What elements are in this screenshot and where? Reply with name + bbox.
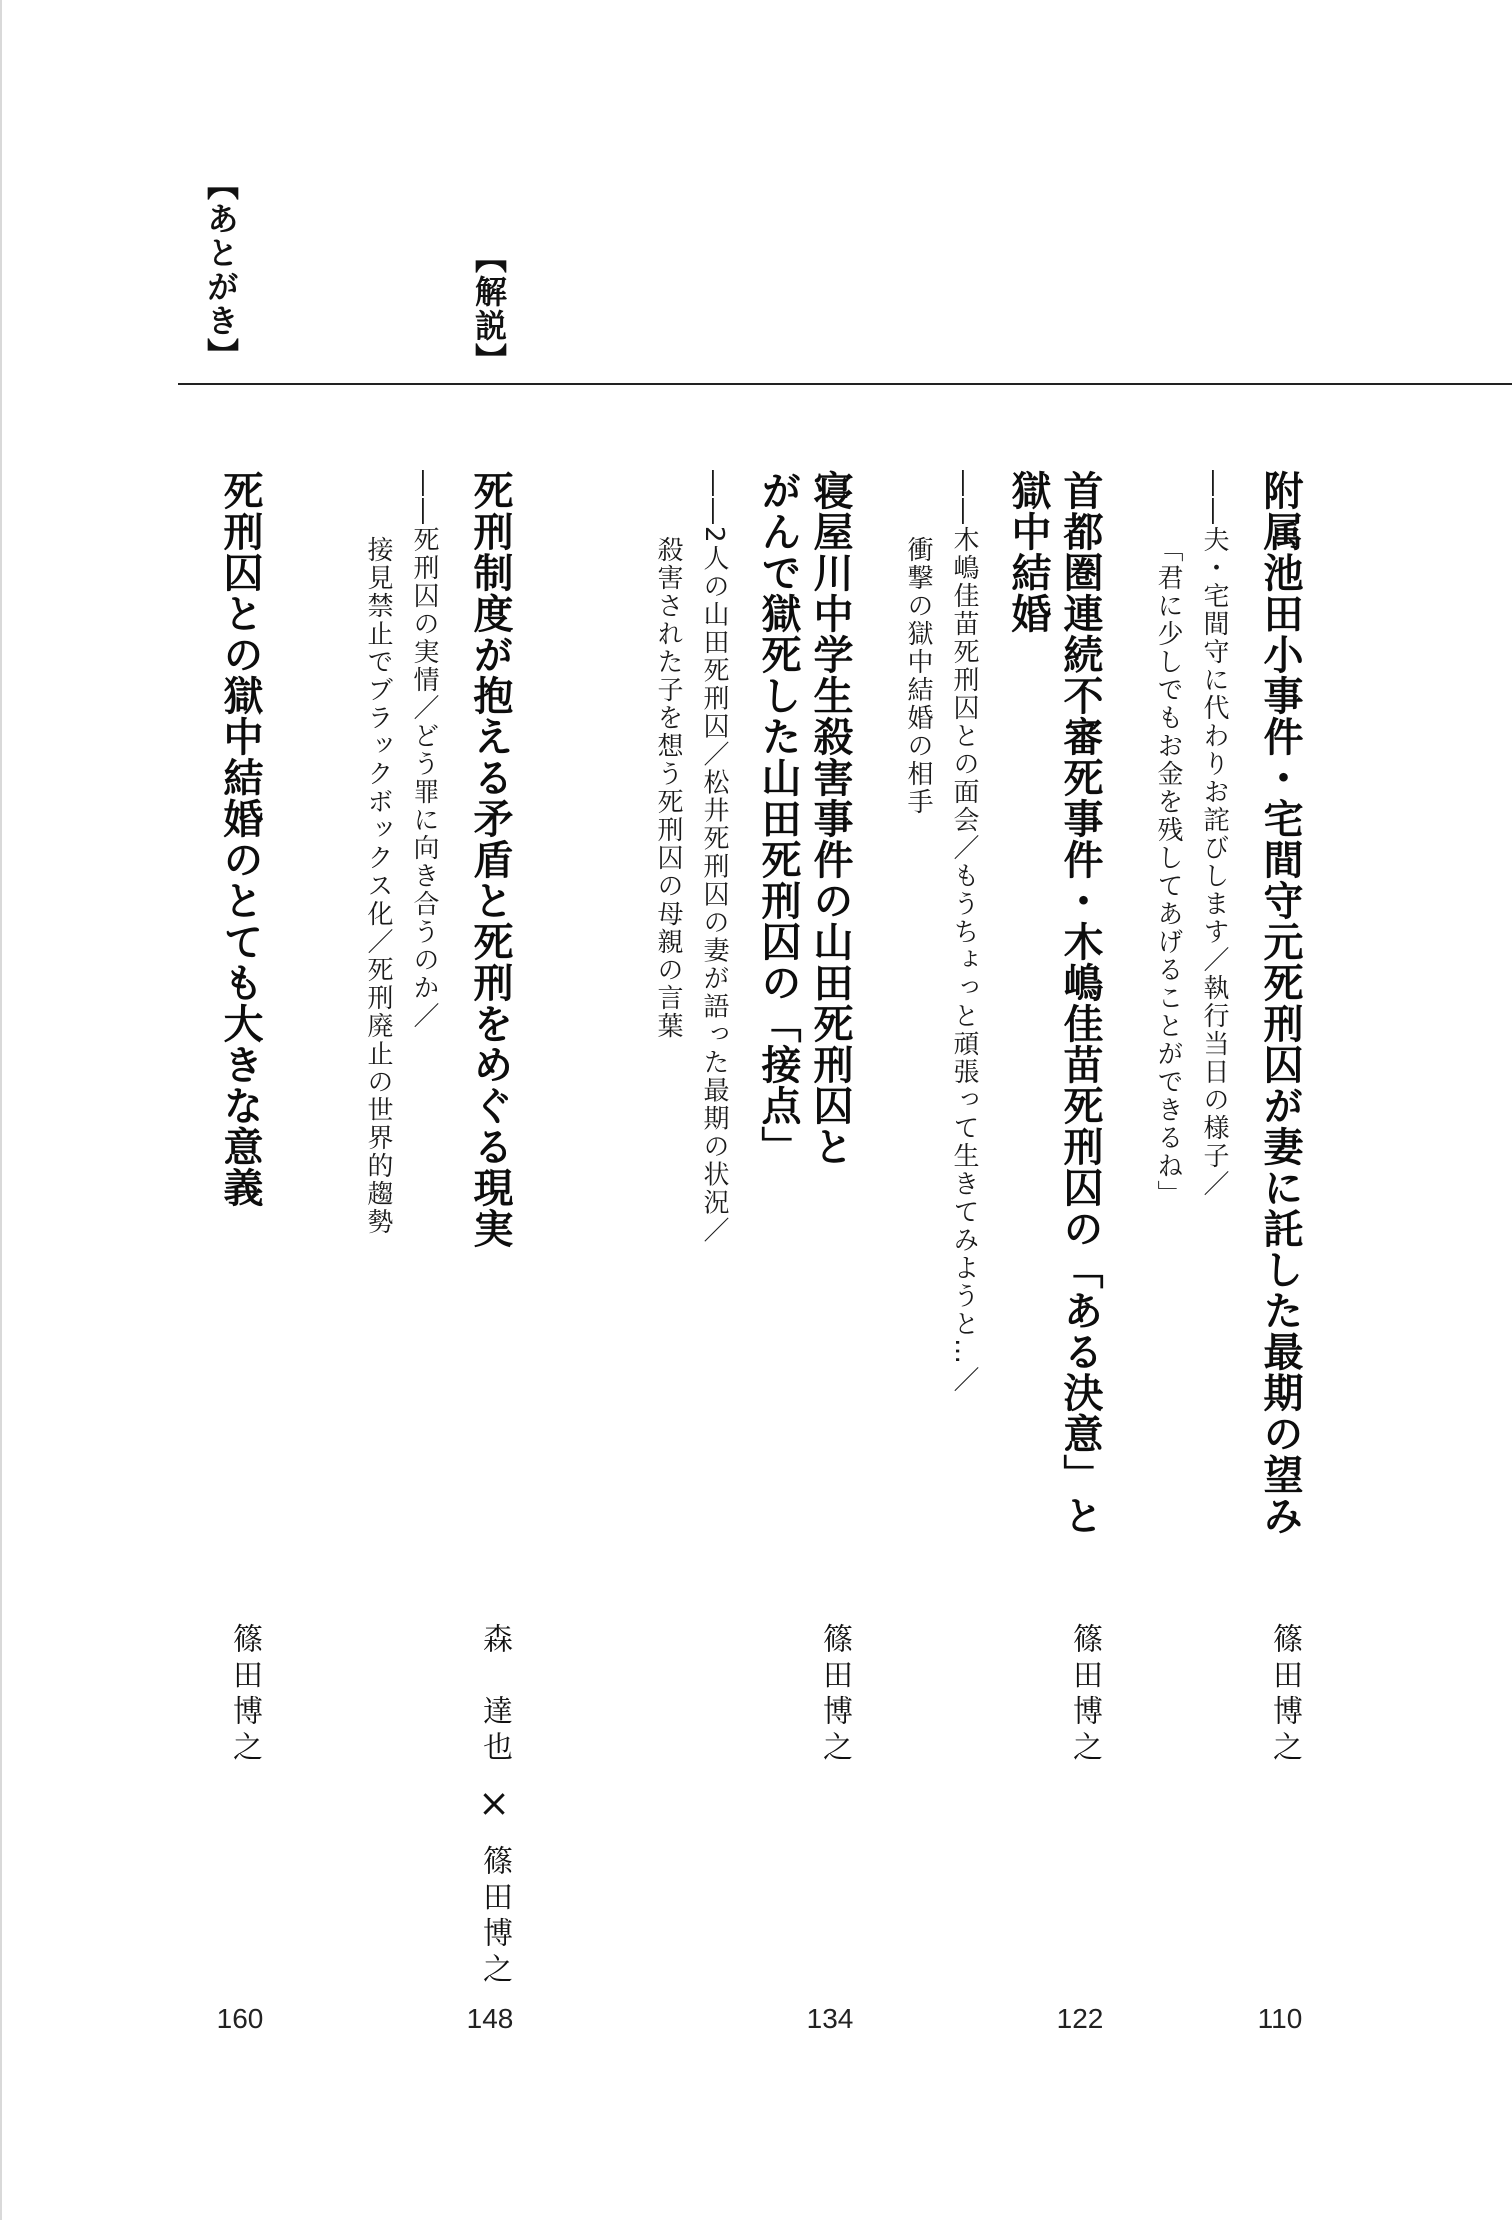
entry-4-author-mori: 森 達也 [477,1623,512,1767]
entry-4-subtitle-line-1: ――死刑囚の実情／どう罪に向き合うのか／ [409,470,439,1030]
entry-3-subtitle-line-1: ――2人の山田死刑囚／松井死刑囚の妻が語った最期の状況／ [699,470,729,1245]
entry-1-page-number[interactable]: 110 [1257,2003,1303,2034]
entry-4-authors [472,1623,516,1989]
entry-1-author: 篠田博之 [1267,1623,1302,1767]
entry-5-page-number[interactable]: 160 [216,2003,264,2034]
entry-3-page-number[interactable]: 134 [806,2003,854,2034]
entry-1-subtitle-line-1: ――夫・宅間守に代わりお詫びします／執行当日の様子／ [1199,470,1229,1198]
entry-2-title-line-1[interactable]: 首都圏連続不審死事件・木嶋佳苗死刑囚の「ある決意」と [1057,470,1103,1536]
afterword-label: 【あとがき】 [202,168,240,372]
author-separator: × [472,1781,516,1831]
entry-2-title-line-2[interactable]: 獄中結婚 [1005,470,1051,634]
entry-5-author: 篠田博之 [227,1623,262,1767]
entry-2-subtitle-line-2: 衝撃の獄中結婚の相手 [903,536,933,816]
entry-4-author-shinoda: 篠田博之 [477,1845,512,1989]
entry-4-subtitle-line-2: 接見禁止でブラックボックス化／死刑廃止の世界的趨勢 [363,536,393,1236]
entry-1-title[interactable]: 附属池田小事件・宅間守元死刑囚が妻に託した最期の望み [1257,470,1303,1536]
entry-5-title[interactable]: 死刑囚との獄中結婚のとても大きな意義 [217,470,263,1208]
page-edge [0,0,2,2220]
entry-3-title-line-2[interactable]: がんで獄死した山田死刑囚の「接点」 [755,470,801,1167]
entry-2-subtitle-line-1: ――木嶋佳苗死刑囚との面会／もうちょっと頑張って生きてみようと…／ [949,470,979,1394]
entry-2-author: 篠田博之 [1067,1623,1102,1767]
entry-3-title-line-1[interactable]: 寝屋川中学生殺害事件の山田死刑囚と [807,470,853,1167]
entry-1-subtitle-line-2: 「君に少しでもお金を残してあげることができるね」 [1153,536,1183,1208]
entry-4-title[interactable]: 死刑制度が抱える矛盾と死刑をめぐる現実 [467,470,513,1249]
entry-4-page-number[interactable]: 148 [466,2003,514,2034]
horizontal-rule [178,383,1512,385]
commentary-label: 【解説】 [470,241,508,377]
entry-3-author: 篠田博之 [817,1623,852,1767]
entry-2-page-number[interactable]: 122 [1056,2003,1104,2034]
entry-3-subtitle-line-2: 殺害された子を想う死刑囚の母親の言葉 [653,536,683,1040]
